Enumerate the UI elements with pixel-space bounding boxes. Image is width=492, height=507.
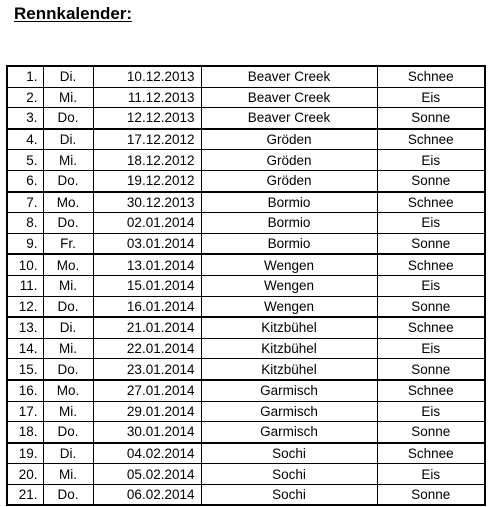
table-row xyxy=(7,296,485,317)
weekday-cell: Di. xyxy=(43,66,93,87)
weekday-cell: Do. xyxy=(43,108,93,129)
venue-cell: Garmisch xyxy=(201,422,377,443)
date-cell: 05.02.2014 xyxy=(93,464,201,485)
venue-cell: Bormio xyxy=(201,192,377,213)
race-number-cell: 15. xyxy=(7,359,43,380)
race-number-cell: 17. xyxy=(7,401,43,422)
table-row xyxy=(7,464,485,485)
date-cell: 04.02.2014 xyxy=(93,443,201,464)
race-number-cell: 19. xyxy=(7,443,43,464)
venue-cell: Sochi xyxy=(201,443,377,464)
venue-cell: Beaver Creek xyxy=(201,108,377,129)
condition-cell: Schnee xyxy=(377,129,485,150)
table-row xyxy=(7,275,485,296)
weekday-cell: Mi. xyxy=(43,338,93,359)
table-row xyxy=(7,422,485,443)
venue-cell: Gröden xyxy=(201,129,377,150)
race-number-cell: 5. xyxy=(7,150,43,171)
venue-cell: Bormio xyxy=(201,233,377,254)
weekday-cell: Do. xyxy=(43,359,93,380)
race-number-cell: 18. xyxy=(7,422,43,443)
condition-cell: Sonne xyxy=(377,422,485,443)
weekday-cell: Do. xyxy=(43,296,93,317)
venue-cell: Garmisch xyxy=(201,380,377,401)
race-number-cell: 3. xyxy=(7,108,43,129)
venue-cell: Sochi xyxy=(201,484,377,505)
date-cell: 30.01.2014 xyxy=(93,422,201,443)
table-row xyxy=(7,87,485,108)
condition-cell: Schnee xyxy=(377,192,485,213)
table-row xyxy=(7,213,485,234)
weekday-cell: Mi. xyxy=(43,150,93,171)
date-cell: 03.01.2014 xyxy=(93,233,201,254)
condition-cell: Sonne xyxy=(377,170,485,191)
weekday-cell: Do. xyxy=(43,213,93,234)
table-row xyxy=(7,254,485,275)
condition-cell: Schnee xyxy=(377,66,485,87)
condition-cell: Schnee xyxy=(377,443,485,464)
condition-cell: Schnee xyxy=(377,254,485,275)
date-cell: 06.02.2014 xyxy=(93,484,201,505)
weekday-cell: Do. xyxy=(43,422,93,443)
race-number-cell: 9. xyxy=(7,233,43,254)
condition-cell: Sonne xyxy=(377,359,485,380)
race-number-cell: 4. xyxy=(7,129,43,150)
condition-cell: Sonne xyxy=(377,296,485,317)
date-cell: 12.12.2013 xyxy=(93,108,201,129)
venue-cell: Gröden xyxy=(201,150,377,171)
weekday-cell: Do. xyxy=(43,170,93,191)
venue-cell: Garmisch xyxy=(201,401,377,422)
page-title: Rennkalender: xyxy=(14,4,133,23)
date-cell: 15.01.2014 xyxy=(93,275,201,296)
table-row xyxy=(7,359,485,380)
venue-cell: Kitzbühel xyxy=(201,359,377,380)
race-number-cell: 16. xyxy=(7,380,43,401)
venue-cell: Wengen xyxy=(201,254,377,275)
date-cell: 29.01.2014 xyxy=(93,401,201,422)
race-number-cell: 7. xyxy=(7,192,43,213)
race-calendar-table xyxy=(6,65,486,506)
condition-cell: Eis xyxy=(377,87,485,108)
condition-cell: Eis xyxy=(377,338,485,359)
date-cell: 22.01.2014 xyxy=(93,338,201,359)
date-cell: 13.01.2014 xyxy=(93,254,201,275)
date-cell: 27.01.2014 xyxy=(93,380,201,401)
race-number-cell: 8. xyxy=(7,213,43,234)
table-row xyxy=(7,129,485,150)
weekday-cell: Do. xyxy=(43,484,93,505)
weekday-cell: Mi. xyxy=(43,275,93,296)
venue-cell: Beaver Creek xyxy=(201,87,377,108)
table-row xyxy=(7,317,485,338)
date-cell: 02.01.2014 xyxy=(93,213,201,234)
weekday-cell: Mi. xyxy=(43,87,93,108)
table-row xyxy=(7,66,485,87)
date-cell: 10.12.2013 xyxy=(93,66,201,87)
weekday-cell: Mi. xyxy=(43,464,93,485)
race-number-cell: 13. xyxy=(7,317,43,338)
date-cell: 19.12.2012 xyxy=(93,170,201,191)
race-rows xyxy=(7,66,485,505)
condition-cell: Eis xyxy=(377,150,485,171)
date-cell: 16.01.2014 xyxy=(93,296,201,317)
table-row xyxy=(7,170,485,191)
date-cell: 23.01.2014 xyxy=(93,359,201,380)
table-row xyxy=(7,484,485,505)
weekday-cell: Mo. xyxy=(43,254,93,275)
venue-cell: Bormio xyxy=(201,213,377,234)
table-row xyxy=(7,443,485,464)
race-number-cell: 1. xyxy=(7,66,43,87)
table-row xyxy=(7,108,485,129)
race-number-cell: 12. xyxy=(7,296,43,317)
race-number-cell: 20. xyxy=(7,464,43,485)
venue-cell: Kitzbühel xyxy=(201,317,377,338)
weekday-cell: Di. xyxy=(43,317,93,338)
weekday-cell: Di. xyxy=(43,443,93,464)
venue-cell: Beaver Creek xyxy=(201,66,377,87)
condition-cell: Sonne xyxy=(377,233,485,254)
race-number-cell: 14. xyxy=(7,338,43,359)
table-row xyxy=(7,233,485,254)
date-cell: 30.12.2013 xyxy=(93,192,201,213)
table-row xyxy=(7,338,485,359)
table-row xyxy=(7,401,485,422)
race-number-cell: 11. xyxy=(7,275,43,296)
weekday-cell: Mo. xyxy=(43,380,93,401)
venue-cell: Kitzbühel xyxy=(201,338,377,359)
table-row xyxy=(7,150,485,171)
venue-cell: Wengen xyxy=(201,275,377,296)
condition-cell: Eis xyxy=(377,213,485,234)
date-cell: 21.01.2014 xyxy=(93,317,201,338)
condition-cell: Eis xyxy=(377,401,485,422)
weekday-cell: Fr. xyxy=(43,233,93,254)
condition-cell: Schnee xyxy=(377,380,485,401)
condition-cell: Schnee xyxy=(377,317,485,338)
date-cell: 17.12.2012 xyxy=(93,129,201,150)
race-number-cell: 10. xyxy=(7,254,43,275)
date-cell: 11.12.2013 xyxy=(93,87,201,108)
weekday-cell: Mi. xyxy=(43,401,93,422)
table-row xyxy=(7,192,485,213)
venue-cell: Wengen xyxy=(201,296,377,317)
condition-cell: Eis xyxy=(377,275,485,296)
condition-cell: Sonne xyxy=(377,484,485,505)
race-number-cell: 6. xyxy=(7,170,43,191)
date-cell: 18.12.2012 xyxy=(93,150,201,171)
venue-cell: Sochi xyxy=(201,464,377,485)
condition-cell: Eis xyxy=(377,464,485,485)
race-number-cell: 2. xyxy=(7,87,43,108)
table-row xyxy=(7,380,485,401)
condition-cell: Sonne xyxy=(377,108,485,129)
race-number-cell: 21. xyxy=(7,484,43,505)
weekday-cell: Di. xyxy=(43,129,93,150)
venue-cell: Gröden xyxy=(201,170,377,191)
weekday-cell: Mo. xyxy=(43,192,93,213)
